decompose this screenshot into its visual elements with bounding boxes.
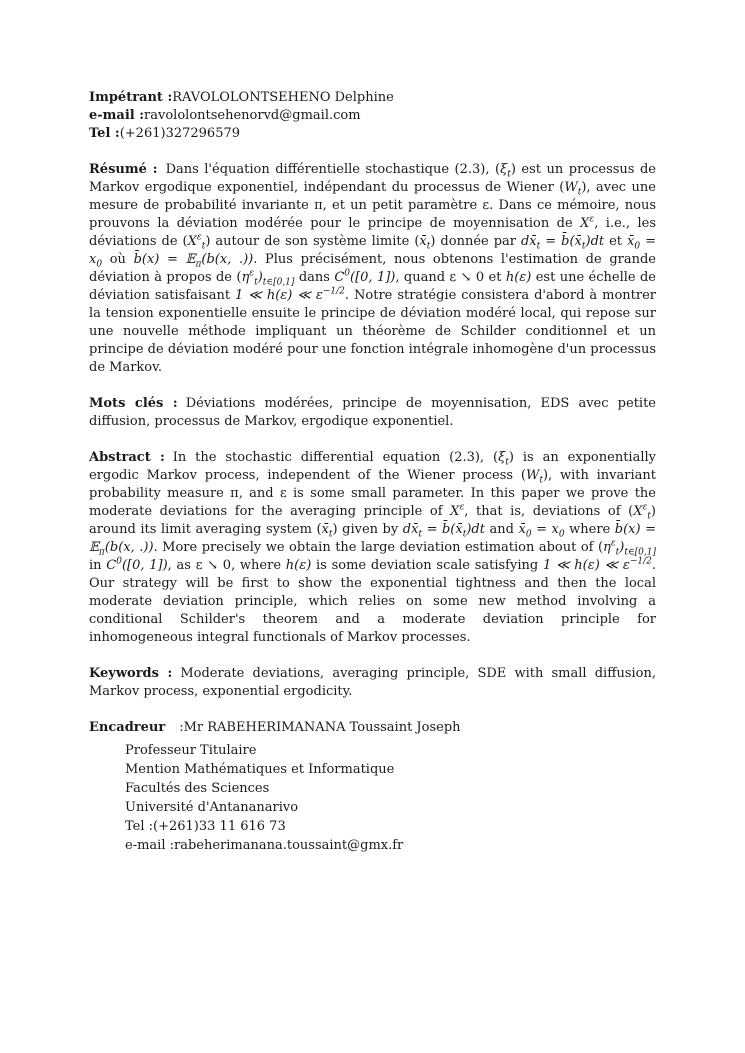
- encadreur-email: e-mail :rabeherimanana.toussaint@gmx.fr: [125, 838, 404, 853]
- keywords-text: Moderate deviations, averaging principle, SDE with small diffusion, Markov process, exponential ergodicity.: [89, 666, 656, 699]
- encadreur-line: [89, 719, 656, 737]
- author-email: ravololontsehenorvd@gmail.com: [144, 108, 361, 123]
- author-email-line: [89, 107, 656, 125]
- abstract-paragraph: Abstract : In the stochastic differential equation (2.3), $(\xi_t)$ is an exponentially ergodic Markov process, independent of the Wiener process $(W_t)$, with invariant probability measure π, and ε is some small parameter. In this paper we prove the moderate deviations for the averaging principle of $X^\varepsilon$, that is, deviations of $(X^\varepsilon_t)$ around its limit averaging system $(x̄_t)$ given by $dx̄_t$ = $b̄(x̄_t)dt$ and $x̄_0 = x_0$ where b̄(x) = 𝔼$_\pi$(b(x, .)). More precisely we obtain the large deviation estimation about of $(\eta^\varepsilon_t)_{t\in[0,1]}$ in $C^0([0$, 1]), as ε ↘ 0, where h(ε) is some deviation scale satisfying 1 ≪ h(ε) ≪ $\varepsilon^{-1/2}$. Our strategy will be first to show the exponential tightness and then the local moderate deviation principle, which relies on some new method involving a conditional Schilder's theorem and a moderate deviation principle for inhomogeneous integral functionals of Markov processes.: [89, 450, 657, 645]
- author-tel: (+261)327296579: [119, 126, 241, 141]
- mots-cles-label: Mots clés :: [89, 396, 178, 411]
- abstract-label: Abstract :: [89, 450, 165, 465]
- keywords-label: Keywords :: [89, 666, 173, 681]
- encadreur-faculty: Facultés des Sciences: [125, 781, 270, 796]
- keywords-paragraph: [89, 665, 656, 701]
- encadreur-label: Encadreur: [89, 720, 166, 735]
- mots-cles-paragraph: [89, 395, 656, 431]
- encadreur-university: Université d'Antananarivo: [125, 800, 299, 815]
- document-page: [89, 89, 656, 855]
- author-line: [89, 89, 656, 107]
- author-tel-label: Tel :: [89, 126, 120, 141]
- mots-cles-text: Déviations modérées, principe de moyennisation, EDS avec petite diffusion, processus de Markov, ergodique exponentiel.: [89, 396, 656, 429]
- author-name: RAVOLOLONTSEHENO Delphine: [172, 90, 394, 105]
- encadreur-details: [125, 741, 656, 855]
- resume-paragraph: Résumé : Dans l'équation différentielle stochastique (2.3), $(\xi_t)$ est un processus de Markov ergodique exponentiel, indépendant du processus de Wiener $(W_t)$, avec une mesure de probabilité invariante π, et un petit paramètre ε. Dans ce mémoire, nous prouvons la déviation modérée pour le principe de moyennisation de $X^\varepsilon$, i.e., les déviations de $(X^\varepsilon_t)$ autour de son système limite $(x̄_t)$ donnée par $dx̄_t$ = $b̄(x̄_t)dt$ et $x̄_0 = x_0$ où b̄(x) = 𝔼$_\pi$(b(x, .)). Plus précisément, nous obtenons l'estimation de grande déviation à propos de $(\eta^\varepsilon_t)_{t\in[0,1]}$ dans $C^0([0$, 1]), quand ε ↘ 0 et h(ε) est une échelle de déviation satisfaisant 1 ≪ h(ε) ≪ $\varepsilon^{-1/2}$. Notre stratégie consistera d'abord à montrer la tension exponentielle ensuite le principe de déviation modéré local, qui repose sur une nouvelle méthode impliquant un théorème de Schilder conditionnel et un principe de déviation modéré pour une fonction intégrale inhomogène d'un processus de Markov.: [89, 162, 656, 375]
- encadreur-title: Professeur Titulaire: [125, 743, 257, 758]
- author-email-label: e-mail :: [89, 108, 145, 123]
- resume-label: Résumé :: [89, 162, 158, 177]
- encadreur-mention: Mention Mathématiques et Informatique: [125, 762, 395, 777]
- author-label: Impétrant :: [89, 90, 173, 105]
- encadreur-tel: Tel :(+261)33 11 616 73: [125, 819, 286, 834]
- encadreur-name: :Mr RABEHERIMANANA Toussaint Joseph: [179, 720, 461, 735]
- author-tel-line: [89, 125, 656, 143]
